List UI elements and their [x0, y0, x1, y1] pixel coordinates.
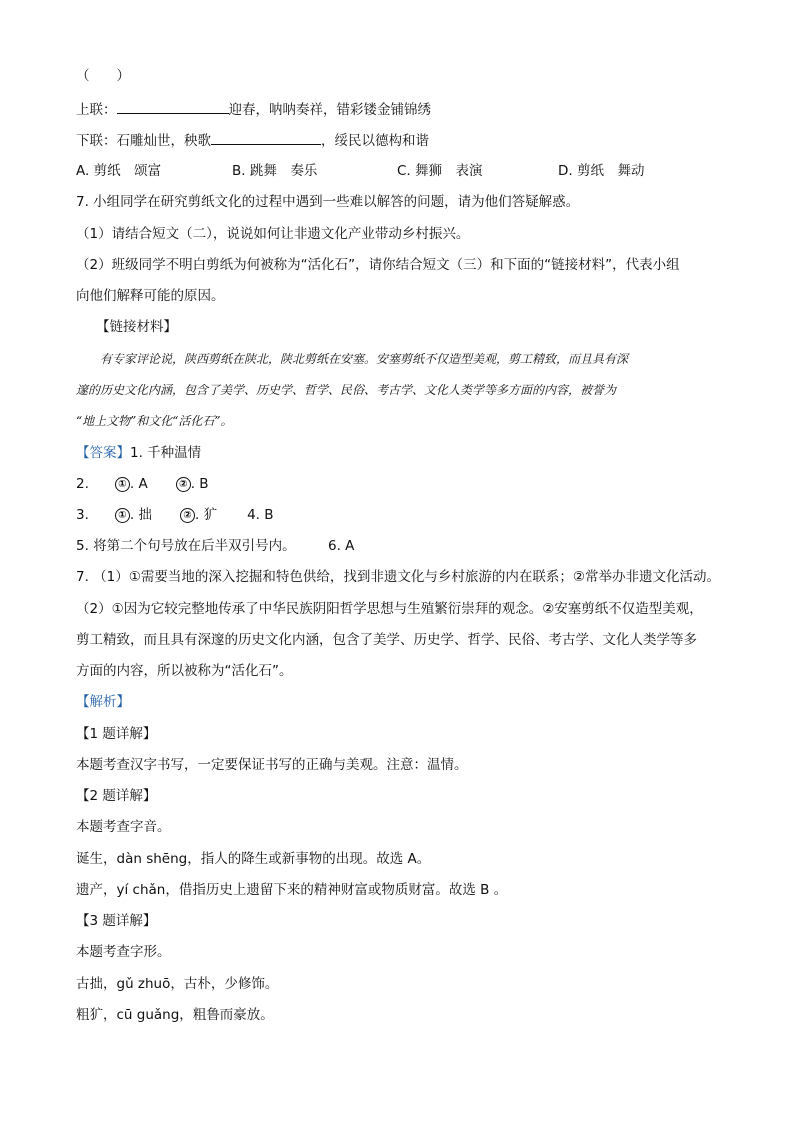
q6-bracket: （ ） [76, 68, 130, 84]
answer-2-num: 2. [76, 476, 89, 492]
upper-suffix: 迎春，呐呐奏祥，错彩镂金铺锦绣 [228, 102, 431, 118]
answer-7-1: 7. （1）①需要当地的深入挖掘和特色供给，找到非遗文化与乡村旅游的内在联系；②常举办非遗文化活动。 [76, 569, 720, 585]
answer-3-v1: . 拙 [129, 507, 152, 523]
q7-sub2-line2: 向他们解释可能的原因。 [76, 288, 225, 304]
answer-6: 6. A [328, 538, 355, 554]
q6-option-b: B. 跳舞 奏乐 [232, 163, 318, 179]
answer-label: 【答案】 [76, 445, 130, 461]
analysis-label: 【解析】 [76, 694, 130, 710]
answer-2-v1: . A [129, 476, 148, 492]
answer-7-2-line2: 剪工精致，而且具有深邃的历史文化内涵，包含了美学、历史学、哲学、民俗、考古学、文化人类学等多 [76, 632, 697, 648]
q7-sub2-line1: （2）班级同学不明白剪纸为何被称为“活化石”，请你结合短文（三）和下面的“链接材料”，代表小组 [76, 257, 680, 273]
detail-3-line2: 粗犷，cū guǎng，粗鲁而豪放。 [76, 1007, 274, 1023]
circle-two-icon: ② [180, 508, 195, 523]
lower-blank [211, 130, 321, 145]
q6-lower-couplet [76, 130, 429, 151]
lower-prefix: 下联：石雕灿世，秧歌 [76, 133, 211, 149]
lower-suffix: ，绥民以德构和谐 [321, 133, 429, 149]
detail-1-text: 本题考查汉字书写，一定要保证书写的正确与美观。注意：温情。 [76, 757, 468, 773]
answer-7-2-line1: （2）①因为它较完整地传承了中华民族阴阳哲学思想与生殖繁衍崇拜的观念。②安塞剪纸不仅造型美观， [76, 601, 703, 617]
circle-one-icon: ① [115, 508, 130, 523]
answer-line1 [76, 443, 201, 463]
material-line3: “地上文物”和文化“活化石”。 [76, 414, 233, 428]
q6-upper-couplet [76, 99, 431, 120]
q6-option-a: A. 剪纸 颂富 [76, 163, 162, 179]
material-line1: 有专家评论说，陕西剪纸在陕北，陕北剪纸在安塞。安塞剪纸不仅造型美观，剪工精致，而且具有深 [100, 352, 629, 366]
answer-7-2-line3: 方面的内容，所以被称为“活化石”。 [76, 663, 293, 679]
detail-2-line2: 遗产，yí chǎn，借指历史上遗留下来的精神财富或物质财富。故选 B 。 [76, 882, 508, 898]
detail-2-text: 本题考查字音。 [76, 819, 171, 835]
detail-3-line1: 古拙，gǔ zhuō，古朴，少修饰。 [76, 976, 279, 992]
answer-5: 5. 将第二个句号放在后半双引号内。 [76, 538, 296, 554]
detail-3-title: 【3 题详解】 [76, 913, 157, 929]
upper-prefix: 上联： [76, 102, 117, 118]
q6-option-d: D. 剪纸 舞动 [558, 163, 645, 179]
detail-1-title: 【1 题详解】 [76, 726, 157, 742]
material-line2: 邃的历史文化内涵，包含了美学、历史学、哲学、民俗、考古学、文化人类学等多方面的内容，被誉为 [76, 383, 617, 397]
answer-2-v2: . B [190, 476, 209, 492]
material-title: 【链接材料】 [96, 319, 177, 335]
answer-3-v2: . 犷 [194, 507, 218, 523]
detail-3-text: 本题考查字形。 [76, 944, 171, 960]
answer-3-num: 3. [76, 507, 89, 523]
upper-blank [117, 99, 229, 114]
circle-one-icon: ① [115, 477, 130, 492]
q7-sub1: （1）请结合短文（二），说说如何让非遗文化产业带动乡村振兴。 [76, 226, 470, 242]
detail-2-line1: 诞生，dàn shēng，指人的降生或新事物的出现。故选 A。 [76, 851, 431, 867]
q7-stem: 7. 小组同学在研究剪纸文化的过程中遇到一些难以解答的问题，请为他们答疑解惑。 [76, 194, 580, 210]
detail-2-title: 【2 题详解】 [76, 788, 157, 804]
answer-line3 [76, 505, 274, 525]
answer-1: 1. 千种温情 [130, 445, 202, 461]
q6-option-c: C. 舞狮 表演 [397, 163, 483, 179]
circle-two-icon: ② [176, 477, 191, 492]
answer-line2 [76, 474, 209, 494]
answer-4: 4. B [247, 507, 274, 523]
